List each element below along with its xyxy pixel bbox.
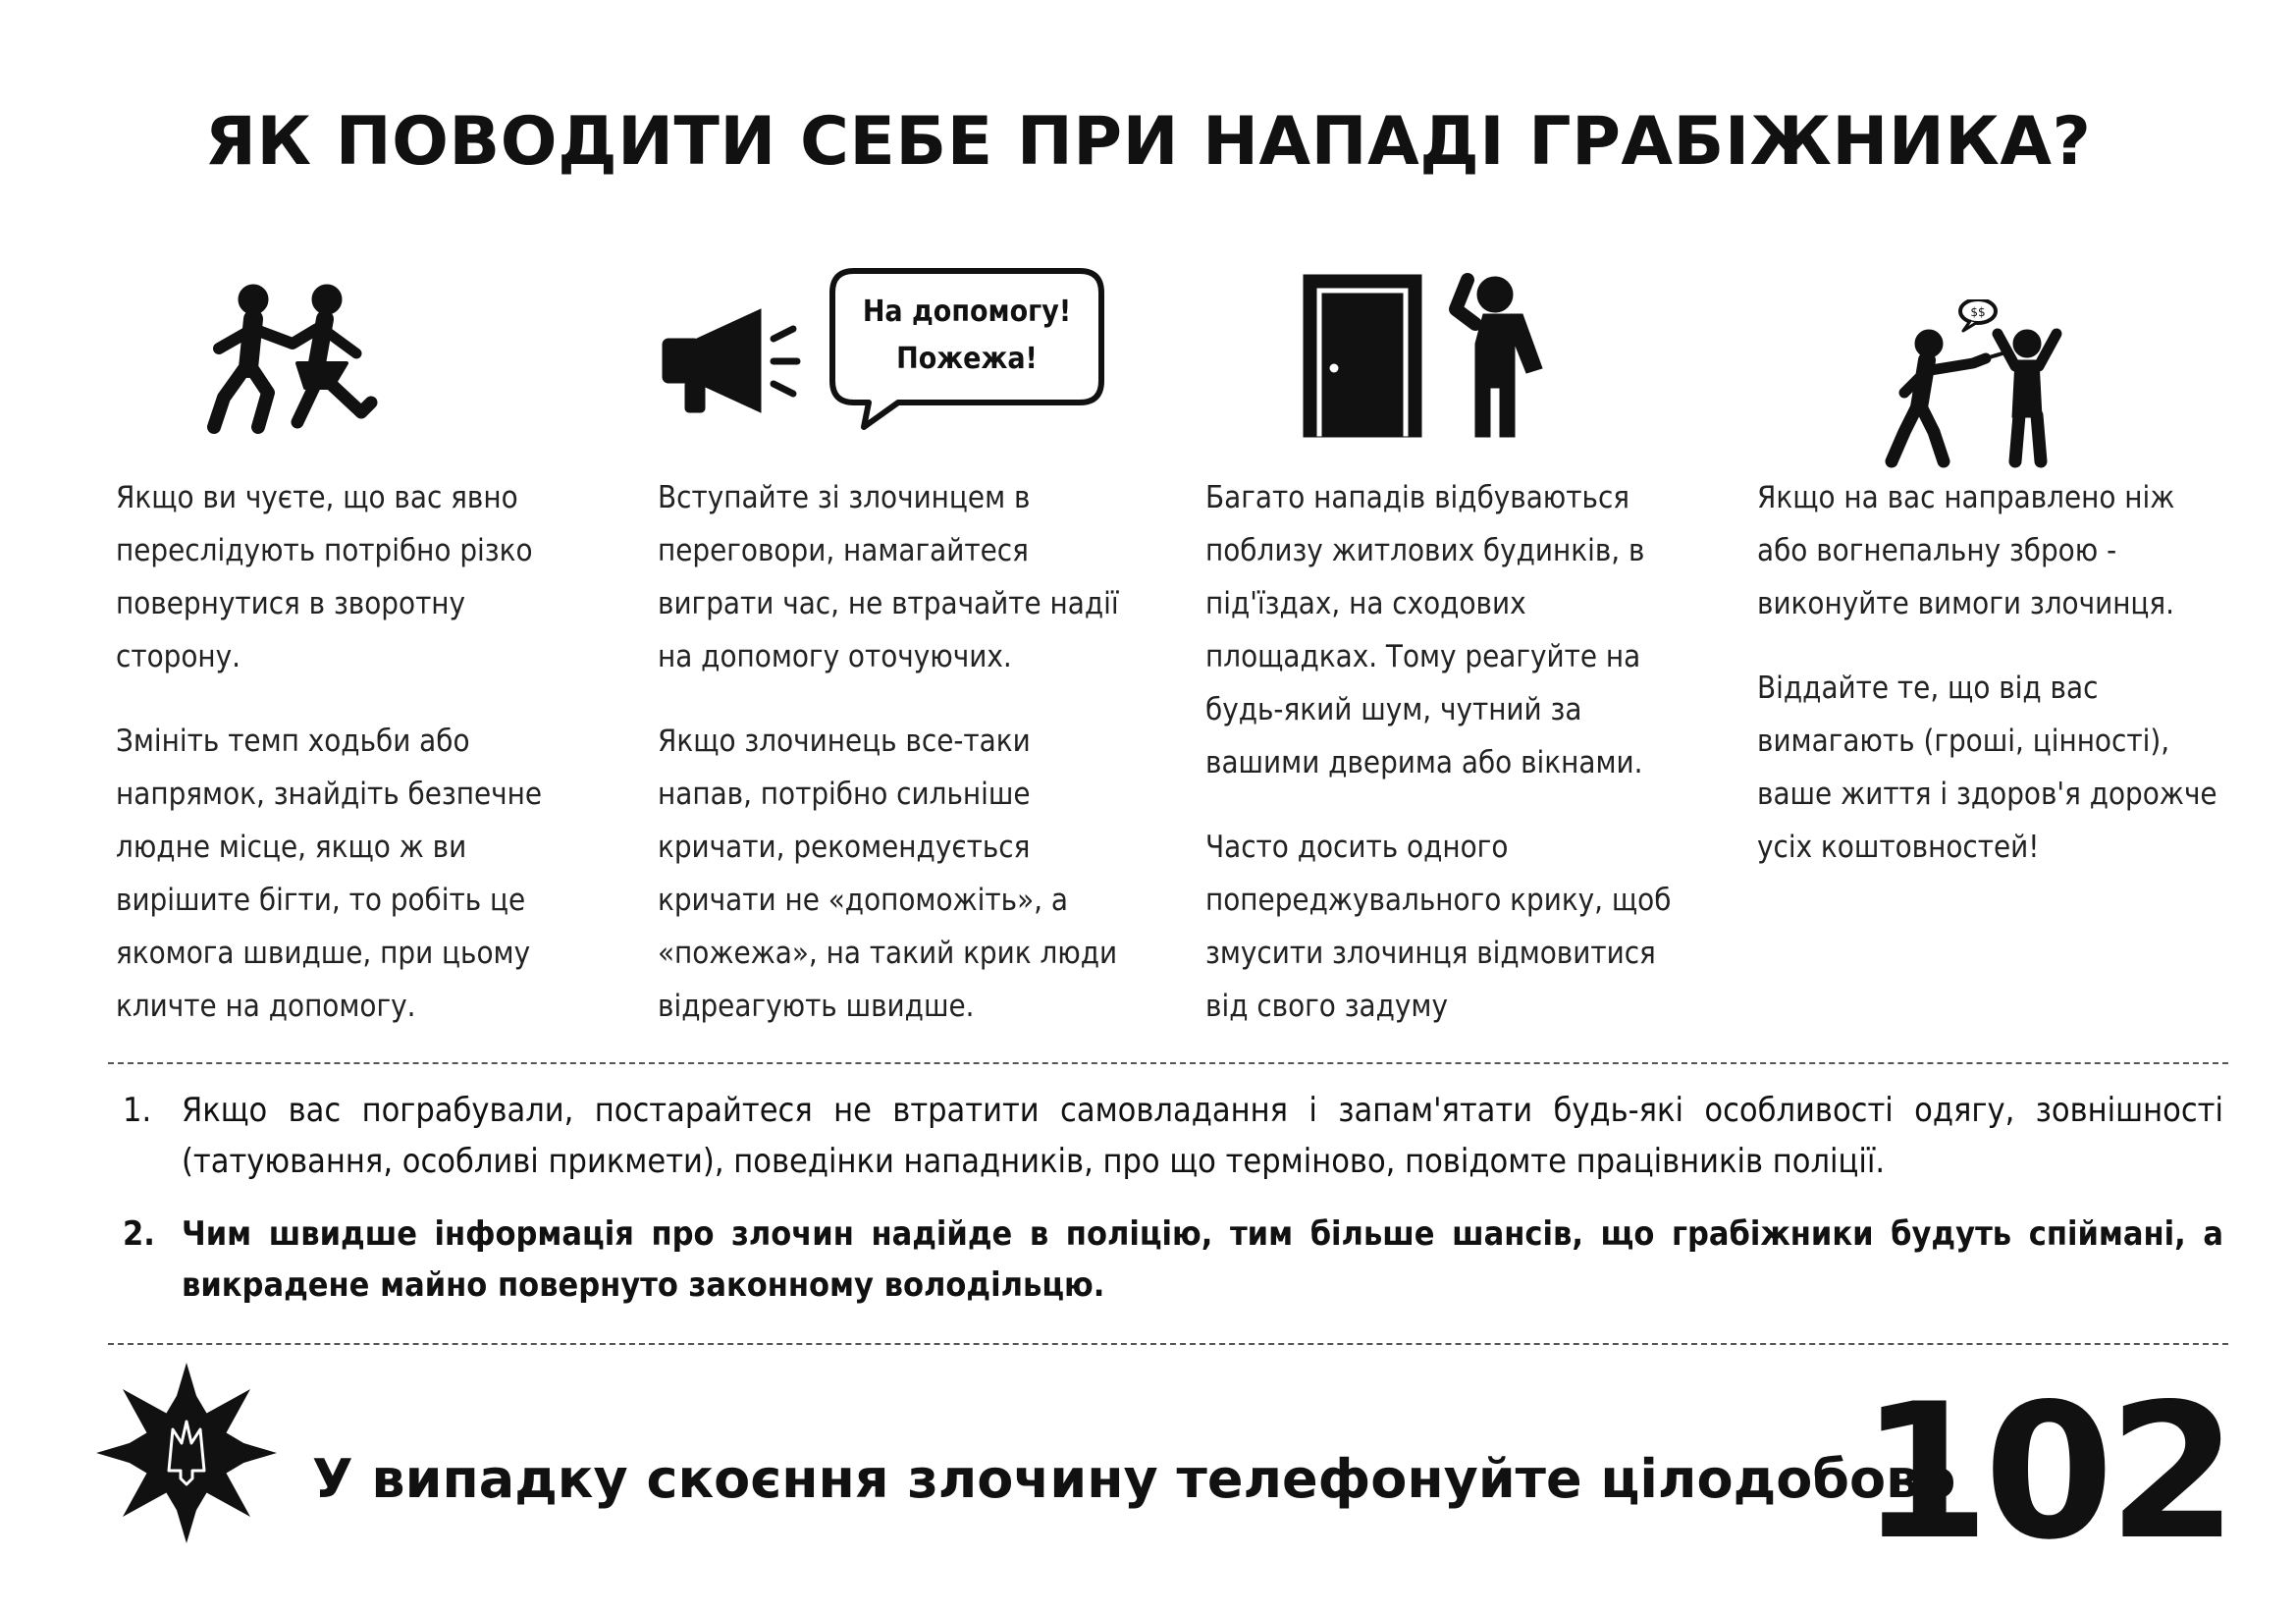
note-item [123, 1085, 2223, 1187]
note-number: 2. [123, 1214, 155, 1254]
page-title: ЯК ПОВОДИТИ СЕБЕ ПРИ НАПАДІ ГРАБІЖНИКА? [204, 103, 2092, 181]
note-item [123, 1209, 2223, 1311]
advice-column-1 [116, 265, 607, 1064]
advice-paragraph: Часто досить одного попереджувального крику, щоб змусити злочинця відмовитися від свого задуму [1205, 830, 1672, 1024]
robbery-icon [1880, 299, 2135, 471]
separator-top [108, 1062, 2228, 1064]
note-number: 1. [123, 1091, 152, 1130]
advice-paragraph: Вступайте зі злочинцем в переговори, намагайтеся виграти час, не втрачайте надії на допомогу оточуючих. [658, 480, 1119, 674]
advice-column-4 [1757, 265, 2248, 905]
advice-paragraph: Якщо злочинець все-таки напав, потрібно сильніше кричати, рекомендується кричати не «допоможіть», а «пожежа», на такий крик люди відреагують швидше. [658, 724, 1118, 1024]
police-star-emblem-icon [93, 1360, 280, 1546]
advice-column-2 [658, 265, 1148, 1064]
footer-text: У випадку скоєння злочину телефонуйте цілодобово [312, 1448, 1956, 1510]
note-text: Чим швидше інформація про злочин надійде в поліцію, тим більше шансів, що грабіжники будуть спіймані, а викрадене майно повернуто законному володільцю. [182, 1214, 2223, 1305]
separator-bottom [108, 1343, 2228, 1345]
advice-paragraph: Багато нападів відбуваються поблизу житлових будинків, в під'їздах, на сходових площадках. Тому реагуйте на будь-який шум, чутний за вашими дверима або вікнами. [1205, 480, 1645, 780]
advice-paragraph: Змініть темп ходьби або напрямок, знайдіть безпечне людне місце, якщо ж ви вирішите бігти, то робіть це якомога швидше, при цьому кличте на допомогу. [116, 724, 543, 1024]
svg-text:$$: $$ [1970, 305, 1986, 319]
note-text: Якщо вас пограбували, постарайтеся не втратити самовладання і запам'ятати будь-які особливості одягу, зовнішності (татуювання, особливі прикмети), поведінки нападників, про що терміново, повідомте працівників поліції. [182, 1091, 2223, 1181]
speech-bubble [825, 265, 1109, 432]
door-person-icon [1299, 270, 1593, 442]
advice-paragraph: Віддайте те, що від вас вимагають (гроші, цінності), ваше життя і здоров'я дорожче усіх коштовностей! [1757, 671, 2217, 865]
advice-column-3 [1205, 265, 1696, 1064]
running-people-icon [199, 275, 386, 442]
speech-bubble-text: На допомогу! Пожежа! [862, 295, 1072, 376]
notes-list [123, 1085, 2223, 1332]
advice-paragraph: Якщо ви чуєте, що вас явно переслідують потрібно різко повернутися в зворотну сторону. [116, 480, 533, 674]
megaphone-icon [658, 295, 805, 422]
advice-paragraph: Якщо на вас направлено ніж або вогнепальну зброю - виконуйте вимоги злочинця. [1757, 480, 2175, 621]
emergency-phone-number: 102 [1860, 1364, 2232, 1581]
